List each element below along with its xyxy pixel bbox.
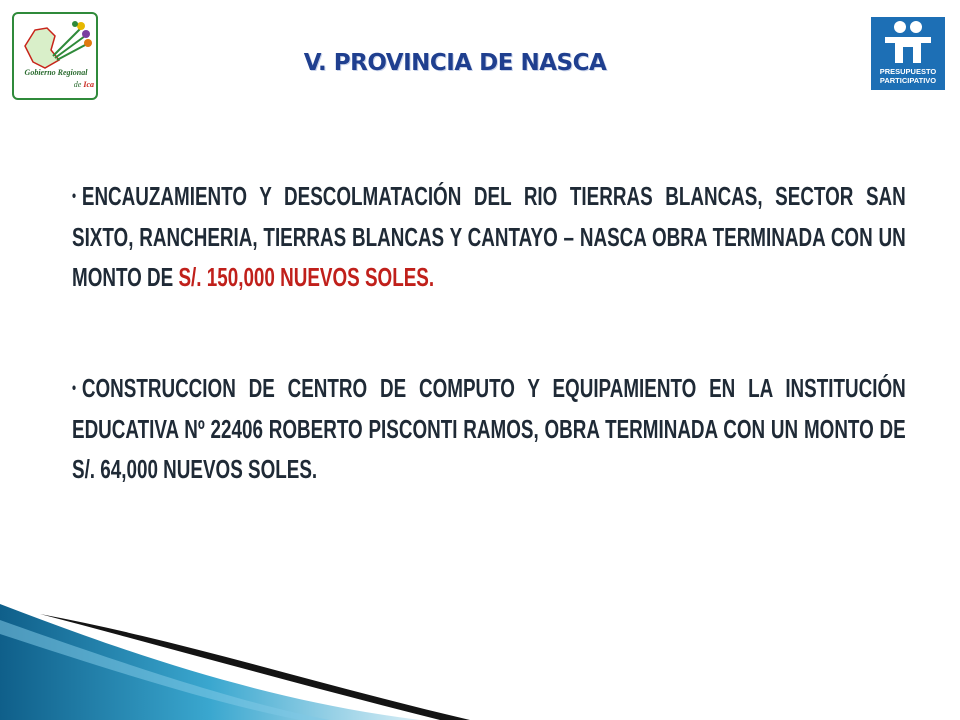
logo-label-prefix: de bbox=[73, 80, 84, 89]
bullet-icon: • bbox=[72, 380, 77, 397]
logo-text-line1: PRESUPUESTO bbox=[879, 67, 937, 76]
bullet-icon: • bbox=[72, 188, 77, 205]
item-body-2: CONSTRUCCION DE CENTRO DE COMPUTO Y EQUIPAMIENTO EN LA INSTITUCIÓN EDUCATIVA Nº 22406 ROBERTO PISCONTI RAMOS, OBRA TERMINADA CON UN MONTO DE S/. 64,000 NUEVOS SOLES. bbox=[72, 373, 906, 484]
logo-label-line2 bbox=[16, 80, 94, 89]
logo-text bbox=[871, 68, 945, 85]
list-item bbox=[72, 368, 906, 528]
logo-label-name: Ica bbox=[83, 80, 94, 89]
item-text-1 bbox=[72, 176, 906, 297]
item-amount-1: S/. 150,000 NUEVOS SOLES. bbox=[178, 262, 435, 292]
slide-title: V. PROVINCIA DE NASCA bbox=[303, 50, 607, 76]
list-item bbox=[72, 176, 906, 336]
logo-text-line2: PARTICIPATIVO bbox=[879, 75, 937, 85]
item-body-1: ENCAUZAMIENTO Y DESCOLMATACIÓN DEL RIO TIERRAS BLANCAS, SECTOR SAN SIXTO, RANCHERIA, TIERRAS BLANCAS Y CANTAYO – NASCA OBRA TERMINADA CON UN MONTO DE bbox=[72, 181, 906, 292]
decorative-swoosh bbox=[0, 590, 960, 720]
region-map-icon bbox=[15, 16, 95, 76]
people-emblem-icon bbox=[871, 17, 945, 67]
content-list bbox=[72, 176, 906, 528]
item-text-2 bbox=[72, 368, 906, 489]
gobierno-regional-ica-logo bbox=[12, 12, 98, 100]
logo-label-line1: Gobierno Regional bbox=[24, 68, 88, 77]
presupuesto-participativo-logo bbox=[871, 17, 945, 90]
